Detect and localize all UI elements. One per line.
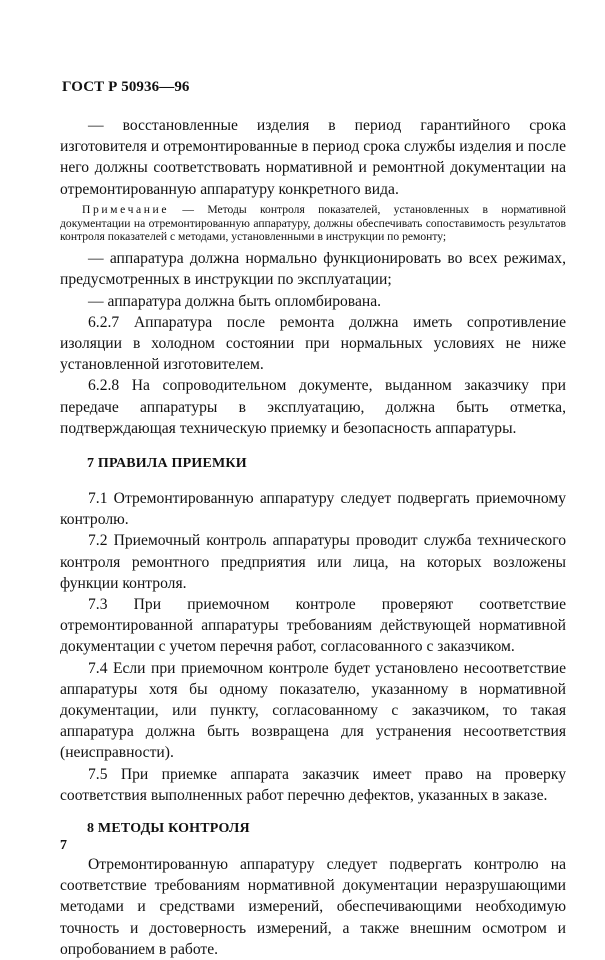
paragraph-sealed: — аппаратура должна быть опломбирована. [88,292,382,310]
paragraph-7-5: 7.5 При приемке аппарата заказчик имеет право на проверку соответствия выполненных работ перечню дефектов, указанных в заказе. [60,765,566,804]
section-7-title: 7 ПРАВИЛА ПРИЕМКИ [87,456,247,472]
paragraph-7-1: 7.1 Отремонтированную аппаратуру следует подвергать приемочному контролю. [60,490,566,529]
paragraph-8-text: Отремонтированную аппаратуру следует подвергать контролю на соответствие требованиям нормативной документации неразрушающими методами и средствами измерений, обеспечивающими необходимую точность и достоверность измерений, а также внешним осмотром и опробованием в работе. [60,856,566,958]
note-text: — Методы контроля показателей, установленных в нормативной документации на отремонтированную аппаратуру, должны обеспечивать сопоставимость результатов контроля показателей с методами, установленными в инструкции по ремонту; [60,202,566,244]
paragraph-7-2: 7.2 Приемочный контроль аппаратуры проводит служба технического контроля ремонтного предприятия или лица, на которых возложены функции контроля. [60,532,566,592]
paragraph-operation-modes: — аппаратура должна нормально функционировать во всех режимах, предусмотренных в инструкции по эксплуатации; [60,250,566,289]
note [60,203,566,244]
paragraph-6-2-7: 6.2.7 Аппаратура после ремонта должна иметь сопротивление изоляции в холодном состоянии при нормальных условиях не ниже установленной изготовителем. [60,313,566,374]
section-8-title: 8 МЕТОДЫ КОНТРОЛЯ [87,821,250,837]
note-label: Примечание [82,202,170,216]
document-header: ГОСТ Р 50936—96 [62,79,190,95]
page-body [60,115,566,960]
page-number: 7 [60,838,67,853]
paragraph-7-4: 7.4 Если при приемочном контроле будет установлено несоответствие аппаратуры хотя бы одному показателю, указанному в нормативной документации, или пункту, согласованному с заказчиком, то такая аппаратура должна быть возвращена для устранения несоответствия (неисправности). [60,659,566,762]
paragraph-7-3: 7.3 При приемочном контроле проверяют соответствие отремонтированной аппаратуры требованиям действующей нормативной документации с учетом перечня работ, согласованного с заказчиком. [60,596,566,656]
paragraph-restored-items: — восстановленные изделия в период гарантийного срока изготовителя и отремонтированные в период срока службы изделия и после него должны соответствовать нормативной и ремонтной документации на отремонтированную аппаратуру конкретного вида. [60,117,566,198]
paragraph-6-2-8: 6.2.8 На сопроводительном документе, выданном заказчику при передаче аппаратуры в эксплуатацию, должна быть отметка, подтверждающая техническую приемку и безопасность аппаратуры. [60,377,566,437]
